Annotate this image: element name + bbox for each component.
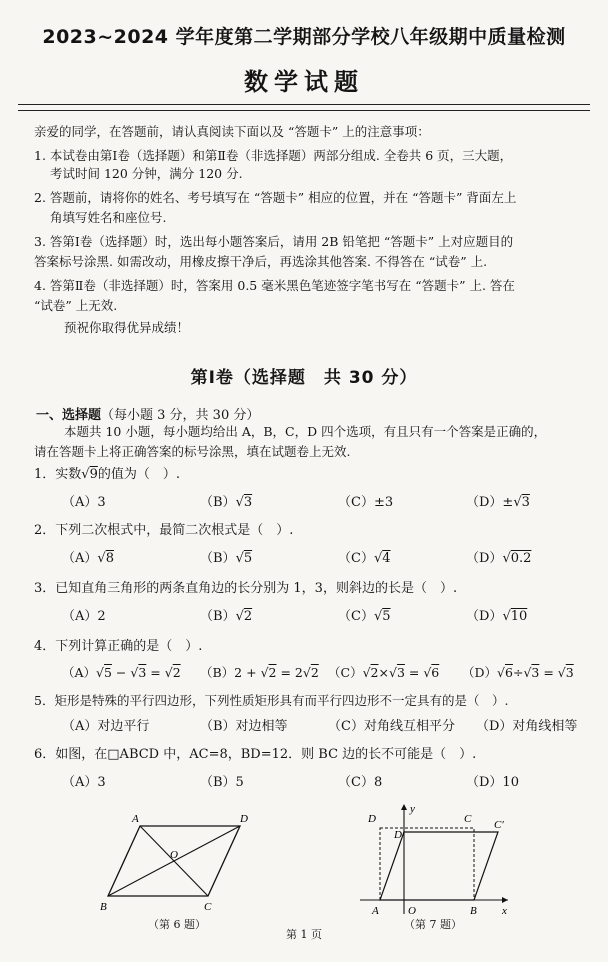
q2-a-text: （A）: [62, 551, 98, 566]
fig7-label-cprime: C′: [494, 819, 504, 831]
notice-intro: 亲爱的同学，在答题前，请认真阅读下面以及 “答题卡” 上的注意事项：: [34, 124, 430, 139]
section-1-heading: [36, 404, 259, 423]
q1-option-a[interactable]: [62, 494, 106, 512]
q4-c-r1: 2: [370, 665, 379, 680]
q4-a-r1: 5: [104, 665, 112, 680]
x-axis-arrow: [502, 897, 508, 903]
q4-c-op: ×: [378, 665, 389, 680]
q1-option-c[interactable]: [338, 494, 393, 512]
q4-b-op: = 2: [276, 665, 303, 680]
question-3-stem: 3．已知直角三角形的两条直角边的长分别为 1，3，则斜边的长是（ ）.: [34, 581, 458, 596]
fig7-label-o: O: [408, 905, 416, 917]
q4-option-c[interactable]: （C）√2×√3 = √6: [328, 665, 440, 680]
q1-option-b[interactable]: （B）√3: [200, 495, 253, 510]
q2-b-radicand: 5: [243, 551, 253, 566]
fig6-label-c: C: [204, 901, 212, 912]
q4-a-text: （A）: [62, 665, 97, 680]
q5-option-c[interactable]: （C）对角线互相平分: [328, 719, 455, 734]
y-axis-arrow: [401, 804, 407, 810]
q3-option-c[interactable]: （C）√5: [338, 609, 391, 624]
q1-stem-text: 1．实数: [34, 467, 82, 482]
radical-sign: √: [81, 467, 90, 482]
notice-item-4-cont: “试卷” 上无效.: [34, 298, 118, 313]
q2-option-b[interactable]: （B）√5: [200, 551, 253, 566]
question-4-stem: 4．下列计算正确的是（ ）.: [34, 639, 203, 654]
q4-a-r3: 2: [172, 665, 181, 680]
notice-item-3-cont: 答案标号涂黑. 如需改动，用橡皮擦干净后，再选涂其他答案. 不得答在 “试卷” 上.: [34, 254, 488, 269]
q3-option-d[interactable]: （D）√10: [466, 609, 528, 624]
notice-item-4: 4. 答第Ⅱ卷（非选择题）时，答案用 0.5 毫米黑色笔迹签字笔书写在 “答题卡” 上. 答在: [34, 278, 515, 293]
q4-c-r2: 3: [396, 665, 405, 680]
q1-b-radicand: 3: [243, 495, 253, 510]
exam-title: 2023~2024 学年度第二学期部分学校八年级期中质量检测: [42, 26, 566, 48]
q4-c-eq: =: [404, 665, 424, 680]
q3-d-text: （D）: [466, 609, 503, 624]
q3-a-text: （A）2: [62, 609, 106, 624]
q4-c-text: （C）: [328, 665, 363, 680]
part-1-title: 第Ⅰ卷（选择题 共 30 分）: [190, 368, 418, 388]
question-2-stem: 2．下列二次根式中，最简二次根式是（ ）.: [34, 523, 294, 538]
q4-b-text: （B）2 +: [200, 665, 261, 680]
fig7-label-y: y: [410, 803, 415, 815]
q4-a-r2: 3: [138, 665, 147, 680]
diagonal-bd: [108, 826, 240, 896]
q2-c-radicand: 4: [382, 551, 391, 566]
q4-a-op: −: [111, 665, 131, 680]
q4-option-a[interactable]: （A）√5 − √3 = √2: [62, 665, 181, 680]
page-number: 第 1 页: [286, 928, 322, 941]
fig6-label-d: D: [240, 813, 248, 825]
q5-option-d[interactable]: （D）对角线相等: [476, 719, 578, 734]
header-rule-thick: [18, 104, 590, 105]
q2-c-text: （C）: [338, 551, 374, 566]
q1-a-text: （A）3: [62, 495, 106, 510]
q3-c-radicand: 5: [382, 609, 391, 624]
q4-d-eq: =: [539, 665, 558, 680]
q4-b-r1: 2: [268, 665, 277, 680]
q4-d-r2: 3: [531, 665, 540, 680]
q2-option-d[interactable]: （D）√0.2: [466, 551, 532, 566]
notice-item-2: 2. 答题前，请将你的姓名、考号填写在 “答题卡” 相应的位置，并在 “答题卡” 背面左上: [34, 190, 517, 205]
q6-option-b[interactable]: （B）5: [200, 775, 244, 790]
q4-b-r2: 2: [310, 665, 319, 680]
q5-option-b[interactable]: （B）对边相等: [200, 719, 288, 734]
fig7-label-dprime: D′: [394, 829, 405, 841]
fig7-label-a: A: [372, 905, 379, 917]
q1-d-radicand: 3: [521, 495, 530, 510]
q6-option-a[interactable]: （A）3: [62, 775, 106, 790]
figure-7-coordinate: [356, 800, 516, 920]
q2-d-radicand: 0.2: [510, 551, 532, 566]
q3-c-text: （C）: [338, 609, 374, 624]
section-1-desc-cont: 请在答题卡上将正确答案的标号涂黑，填在试题卷上无效.: [34, 444, 351, 459]
fig7-label-d: D: [368, 813, 376, 825]
q4-option-d[interactable]: （D）√6÷√3 = √3: [462, 665, 574, 680]
q2-option-c[interactable]: （C）√4: [338, 551, 391, 566]
notice-item-1: 1. 本试卷由第Ⅰ卷（选择题）和第Ⅱ卷（非选择题）两部分组成. 全卷共 6 页，三大题，: [34, 148, 513, 163]
figure-6-caption: （第 6 题）: [148, 918, 206, 931]
parallelogram-abcprimedprime: [380, 832, 498, 900]
figure-6-parallelogram: [90, 812, 260, 912]
header-rule-thin: [18, 110, 590, 111]
question-1-stem: [34, 466, 180, 484]
q5-option-a[interactable]: （A）对边平行: [62, 719, 150, 734]
section-1-points: （每小题 3 分，共 30 分）: [101, 408, 260, 423]
q1-d-text: （D）±: [466, 495, 514, 510]
question-5-stem: 5．矩形是特殊的平行四边形，下列性质矩形具有而平行四边形不一定具有的是（ ）.: [34, 693, 509, 708]
fig7-label-b: B: [470, 905, 477, 917]
subject-title: 数学试题: [244, 68, 364, 96]
figure-7-caption: （第 7 题）: [404, 918, 462, 931]
q1-stem-text-end: 的值为（ ）.: [97, 467, 180, 482]
q1-option-d[interactable]: （D）±√3: [466, 495, 530, 510]
q2-d-text: （D）: [466, 551, 503, 566]
q6-option-c[interactable]: （C）8: [338, 775, 383, 790]
q4-c-r3: 6: [431, 665, 440, 680]
q3-b-text: （B）: [200, 609, 236, 624]
q3-b-radicand: 2: [243, 609, 253, 624]
section-1-desc: 本题共 10 小题，每小题均给出 A，B，C，D 四个选项，有且只有一个答案是正确的，: [64, 424, 547, 439]
q4-d-text: （D）: [462, 665, 498, 680]
fig6-label-a: A: [132, 813, 139, 825]
q3-d-radicand: 10: [510, 609, 528, 624]
q2-a-radicand: 8: [105, 551, 114, 566]
q1-b-text: （B）: [200, 495, 236, 510]
q4-d-r1: 6: [505, 665, 513, 680]
notice-item-1-cont: 考试时间 120 分钟，满分 120 分.: [50, 166, 243, 181]
q4-d-r3: 3: [565, 665, 574, 680]
q4-option-b[interactable]: （B）2 + √2 = 2√2: [200, 665, 319, 680]
fig6-label-o: O: [170, 849, 178, 861]
notice-item-3: 3. 答第Ⅰ卷（选择题）时，选出每小题答案后，请用 2B 铅笔把 “答题卡” 上对应题目的: [34, 234, 514, 249]
q2-b-text: （B）: [200, 551, 236, 566]
q3-option-b[interactable]: （B）√2: [200, 609, 253, 624]
notice-wish: 预祝你取得优异成绩！: [64, 320, 190, 335]
notice-item-2-cont: 角填写姓名和座位号.: [50, 210, 167, 225]
q1-radicand: 9: [89, 467, 98, 482]
q1-c-text: （C）±3: [338, 495, 394, 510]
fig7-label-c: C: [464, 813, 472, 825]
q2-option-a[interactable]: （A）√8: [62, 551, 114, 566]
q6-option-d[interactable]: （D）10: [466, 775, 519, 790]
fig6-label-b: B: [100, 901, 107, 912]
q3-option-a[interactable]: [62, 608, 106, 626]
q4-a-eq: =: [146, 665, 165, 680]
question-6-stem: 6．如图，在□ABCD 中，AC=8，BD=12．则 BC 边的长不可能是（ ）.: [34, 747, 477, 762]
q4-d-op: ÷: [512, 665, 524, 680]
section-1-label: 一、选择题: [36, 408, 102, 423]
fig7-label-x: x: [502, 905, 507, 917]
